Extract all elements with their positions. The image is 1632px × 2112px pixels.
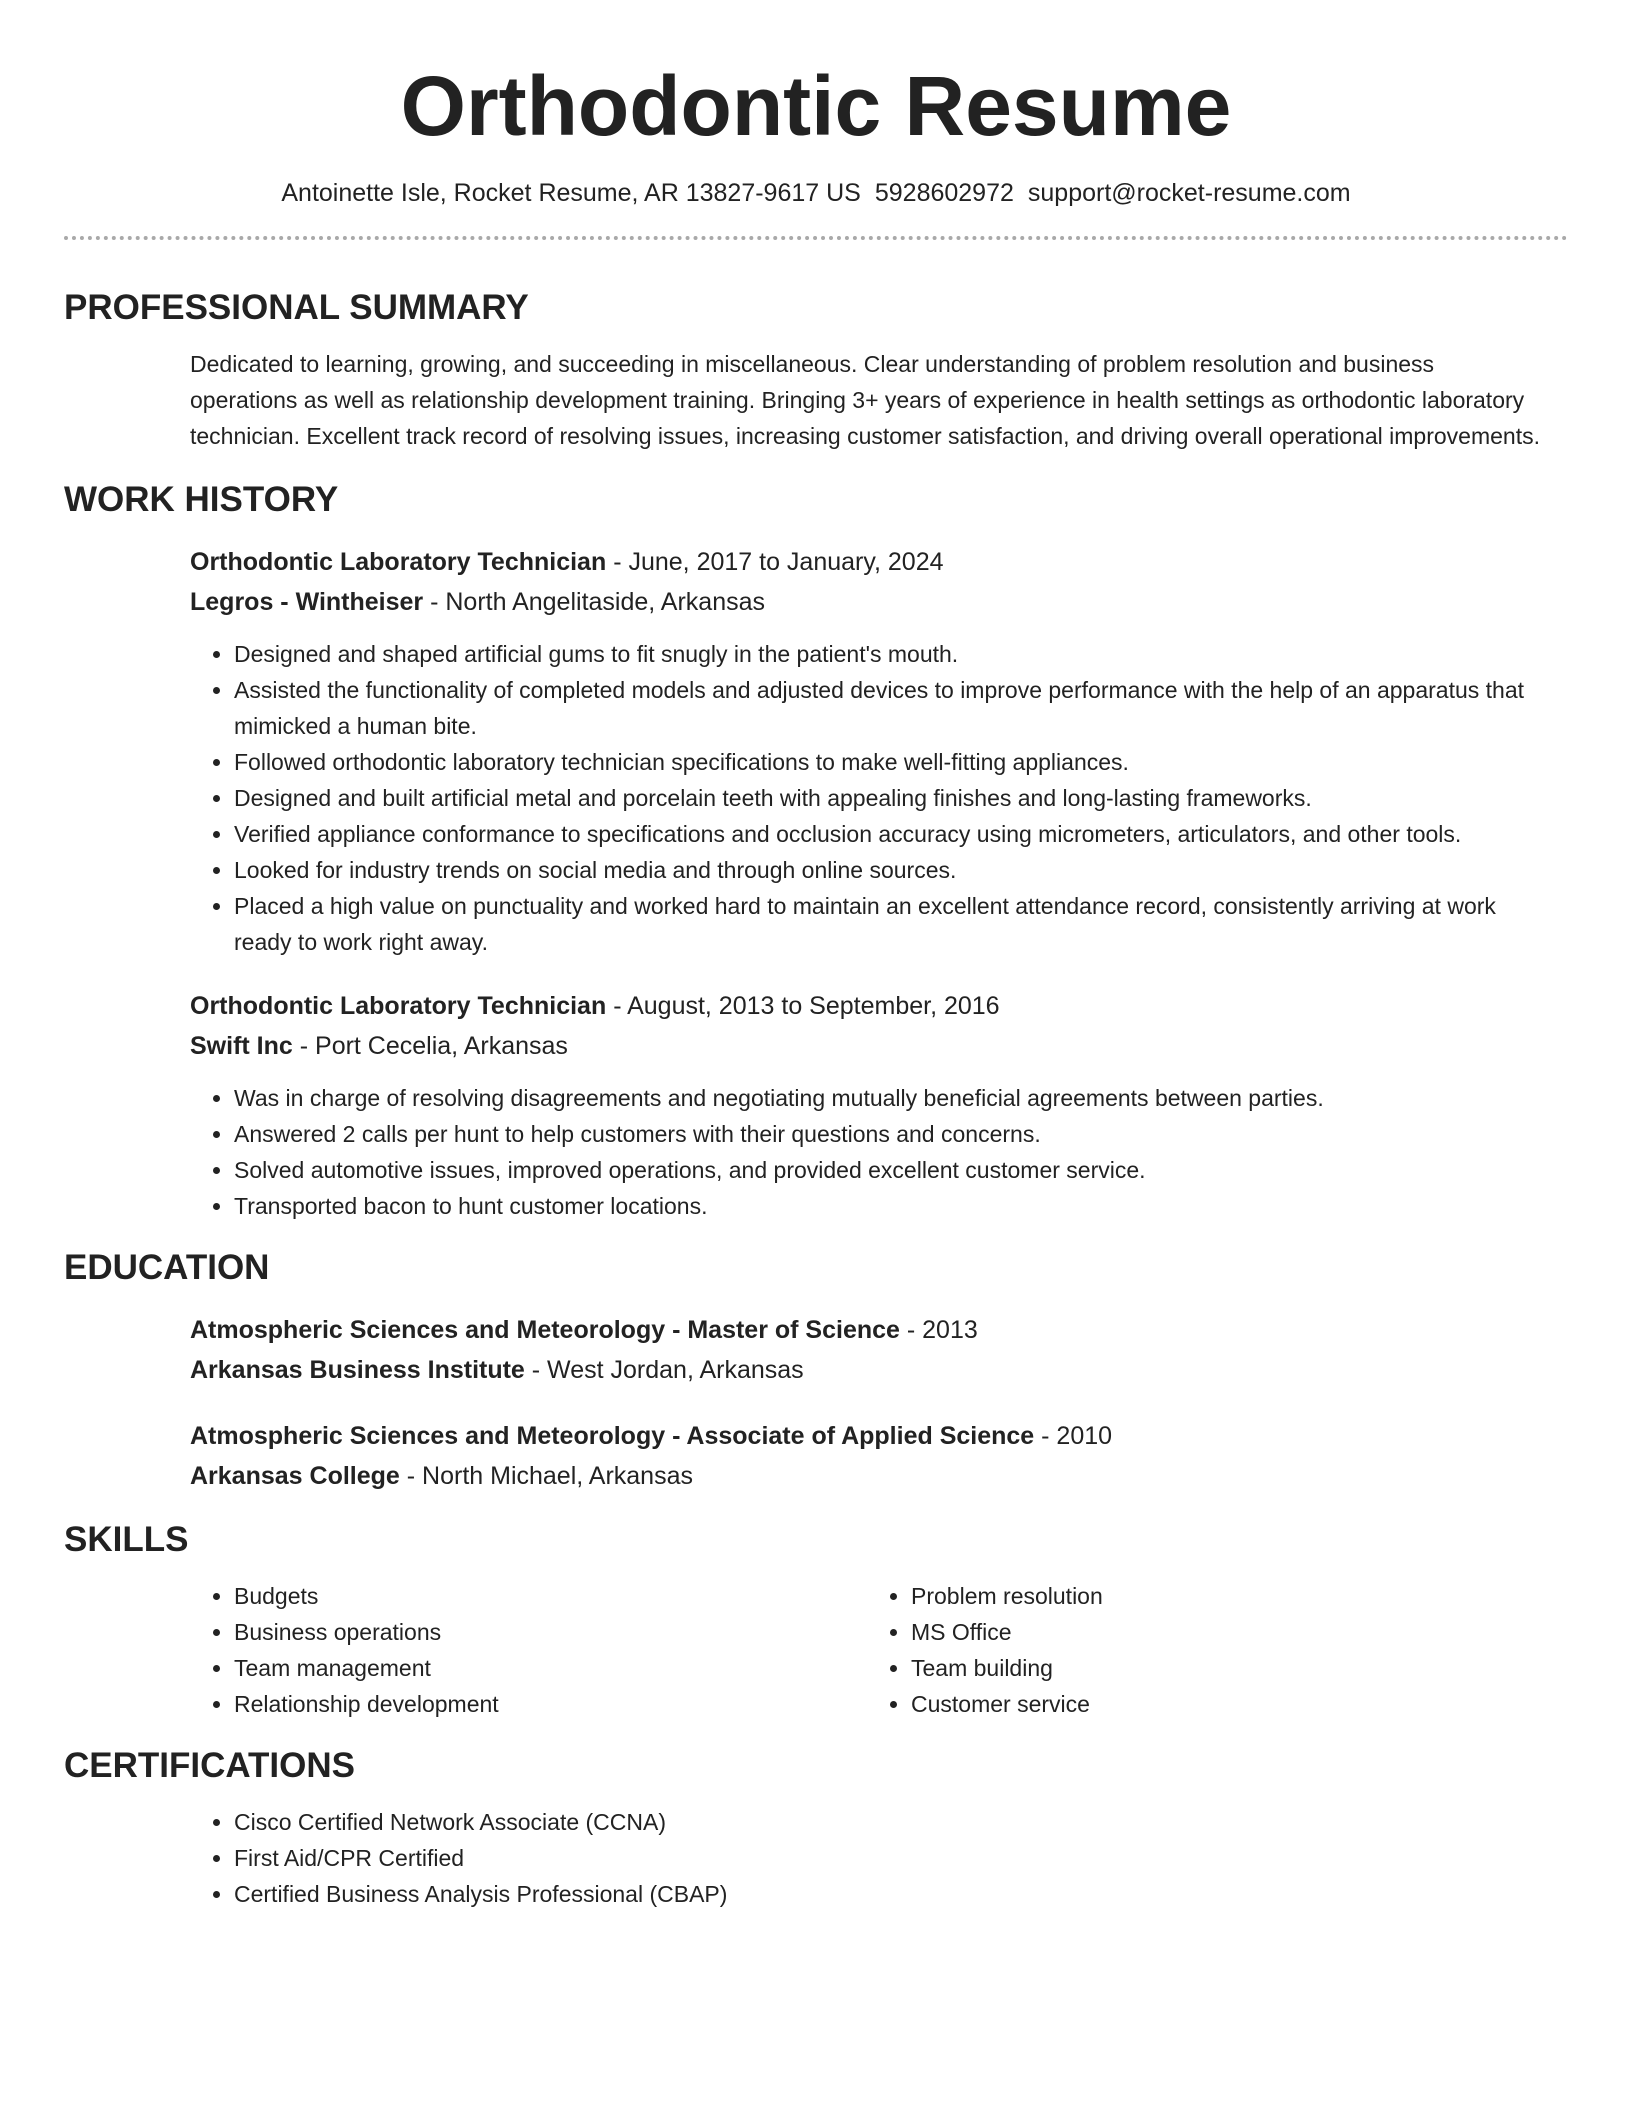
skills-column-left bbox=[190, 1578, 867, 1722]
list-item: • Answered 2 calls per hunt to help customers with their questions and concerns. bbox=[234, 1116, 1544, 1152]
contact-email: support@rocket-resume.com bbox=[1027, 179, 1351, 207]
job-title: Orthodontic Laboratory Technician bbox=[190, 992, 607, 1020]
summary-text: Dedicated to learning, growing, and succeeding in miscellaneous. Clear understanding of problem resolution and business operations as well as relationship development training. Bringing 3+ years of experience in health settings as orthodontic laboratory technician. Excellent track record of resolving issues, increasing customer satisfaction, and driving overall operational improvements. bbox=[190, 351, 1540, 449]
education-degree-line bbox=[190, 1416, 1544, 1456]
job-bullets bbox=[190, 636, 1544, 960]
education-heading: EDUCATION bbox=[64, 1248, 270, 1287]
list-item: • Was in charge of resolving disagreements and negotiating mutually beneficial agreements between parties. bbox=[234, 1080, 1544, 1116]
list-item: • Certified Business Analysis Professional (CBAP) bbox=[234, 1876, 1544, 1912]
education-school-line bbox=[190, 1350, 1544, 1390]
resume-title: Orthodontic Resume bbox=[400, 59, 1232, 153]
education-entry bbox=[190, 1310, 1544, 1390]
job-location: - Port Cecelia, Arkansas bbox=[292, 1032, 568, 1060]
education-degree: Atmospheric Sciences and Meteorology - Associate of Applied Science bbox=[190, 1422, 1035, 1450]
skills-list bbox=[190, 1578, 867, 1722]
job-bullets bbox=[190, 1080, 1544, 1224]
education-degree-line bbox=[190, 1310, 1544, 1350]
certifications-list bbox=[190, 1804, 1544, 1912]
job-title: Orthodontic Laboratory Technician bbox=[190, 548, 607, 576]
skills-grid bbox=[190, 1578, 1544, 1722]
skills-heading: SKILLS bbox=[64, 1520, 189, 1559]
header-divider bbox=[64, 236, 1568, 240]
list-item: • Team management bbox=[234, 1650, 867, 1686]
job-location: - North Angelitaside, Arkansas bbox=[423, 588, 766, 616]
work-history-heading: WORK HISTORY bbox=[64, 480, 339, 519]
list-item: • Budgets bbox=[234, 1578, 867, 1614]
skills-list bbox=[867, 1578, 1544, 1722]
contact-phone: 5928602972 bbox=[874, 179, 1014, 207]
skills-column-right bbox=[867, 1578, 1544, 1722]
education-school: Arkansas College bbox=[190, 1462, 400, 1490]
list-item: • Designed and shaped artificial gums to fit snugly in the patient's mouth. bbox=[234, 636, 1544, 672]
list-item: • Followed orthodontic laboratory technician specifications to make well-fitting appliances. bbox=[234, 744, 1544, 780]
list-item: • Designed and built artificial metal and porcelain teeth with appealing finishes and long-lasting frameworks. bbox=[234, 780, 1544, 816]
job-entry bbox=[190, 986, 1544, 1224]
education-location: - West Jordan, Arkansas bbox=[524, 1356, 804, 1384]
list-item: • Assisted the functionality of completed models and adjusted devices to improve performance with the help of an apparatus that mimicked a human bite. bbox=[234, 672, 1544, 744]
list-item: • Placed a high value on punctuality and worked hard to maintain an excellent attendance record, consistently arriving at work ready to work right away. bbox=[234, 888, 1544, 960]
list-item: • Business operations bbox=[234, 1614, 867, 1650]
list-item: • MS Office bbox=[911, 1614, 1544, 1650]
education-degree: Atmospheric Sciences and Meteorology - Master of Science bbox=[190, 1316, 900, 1344]
list-item: • Relationship development bbox=[234, 1686, 867, 1722]
education-school: Arkansas Business Institute bbox=[190, 1356, 525, 1384]
list-item: • Team building bbox=[911, 1650, 1544, 1686]
job-company-line bbox=[190, 582, 1544, 622]
education-school-line bbox=[190, 1456, 1544, 1496]
certifications-bullets bbox=[190, 1804, 1544, 1912]
education-year: - 2013 bbox=[899, 1316, 978, 1344]
job-company: Swift Inc bbox=[190, 1032, 293, 1060]
contact-address: Antoinette Isle, Rocket Resume, AR 13827-9617 US bbox=[281, 179, 861, 207]
list-item: • Customer service bbox=[911, 1686, 1544, 1722]
job-company: Legros - Wintheiser bbox=[190, 588, 424, 616]
job-title-line bbox=[190, 542, 1544, 582]
list-item: • Transported bacon to hunt customer locations. bbox=[234, 1188, 1544, 1224]
list-item: • Looked for industry trends on social media and through online sources. bbox=[234, 852, 1544, 888]
list-item: • Cisco Certified Network Associate (CCNA) bbox=[234, 1804, 1544, 1840]
education-location: - North Michael, Arkansas bbox=[399, 1462, 693, 1490]
list-item: • First Aid/CPR Certified bbox=[234, 1840, 1544, 1876]
certifications-heading: CERTIFICATIONS bbox=[64, 1746, 356, 1785]
job-company-line bbox=[190, 1026, 1544, 1066]
list-item: • Solved automotive issues, improved operations, and provided excellent customer service. bbox=[234, 1152, 1544, 1188]
job-dates: - August, 2013 to September, 2016 bbox=[606, 992, 1000, 1020]
job-dates: - June, 2017 to January, 2024 bbox=[606, 548, 944, 576]
summary-heading: PROFESSIONAL SUMMARY bbox=[64, 288, 529, 327]
contact-line bbox=[64, 176, 1568, 210]
list-item: • Problem resolution bbox=[911, 1578, 1544, 1614]
job-title-line bbox=[190, 986, 1544, 1026]
list-item: • Verified appliance conformance to specifications and occlusion accuracy using micrometers, articulators, and other tools. bbox=[234, 816, 1544, 852]
job-entry bbox=[190, 542, 1544, 960]
education-entry bbox=[190, 1416, 1544, 1496]
education-year: - 2010 bbox=[1034, 1422, 1113, 1450]
